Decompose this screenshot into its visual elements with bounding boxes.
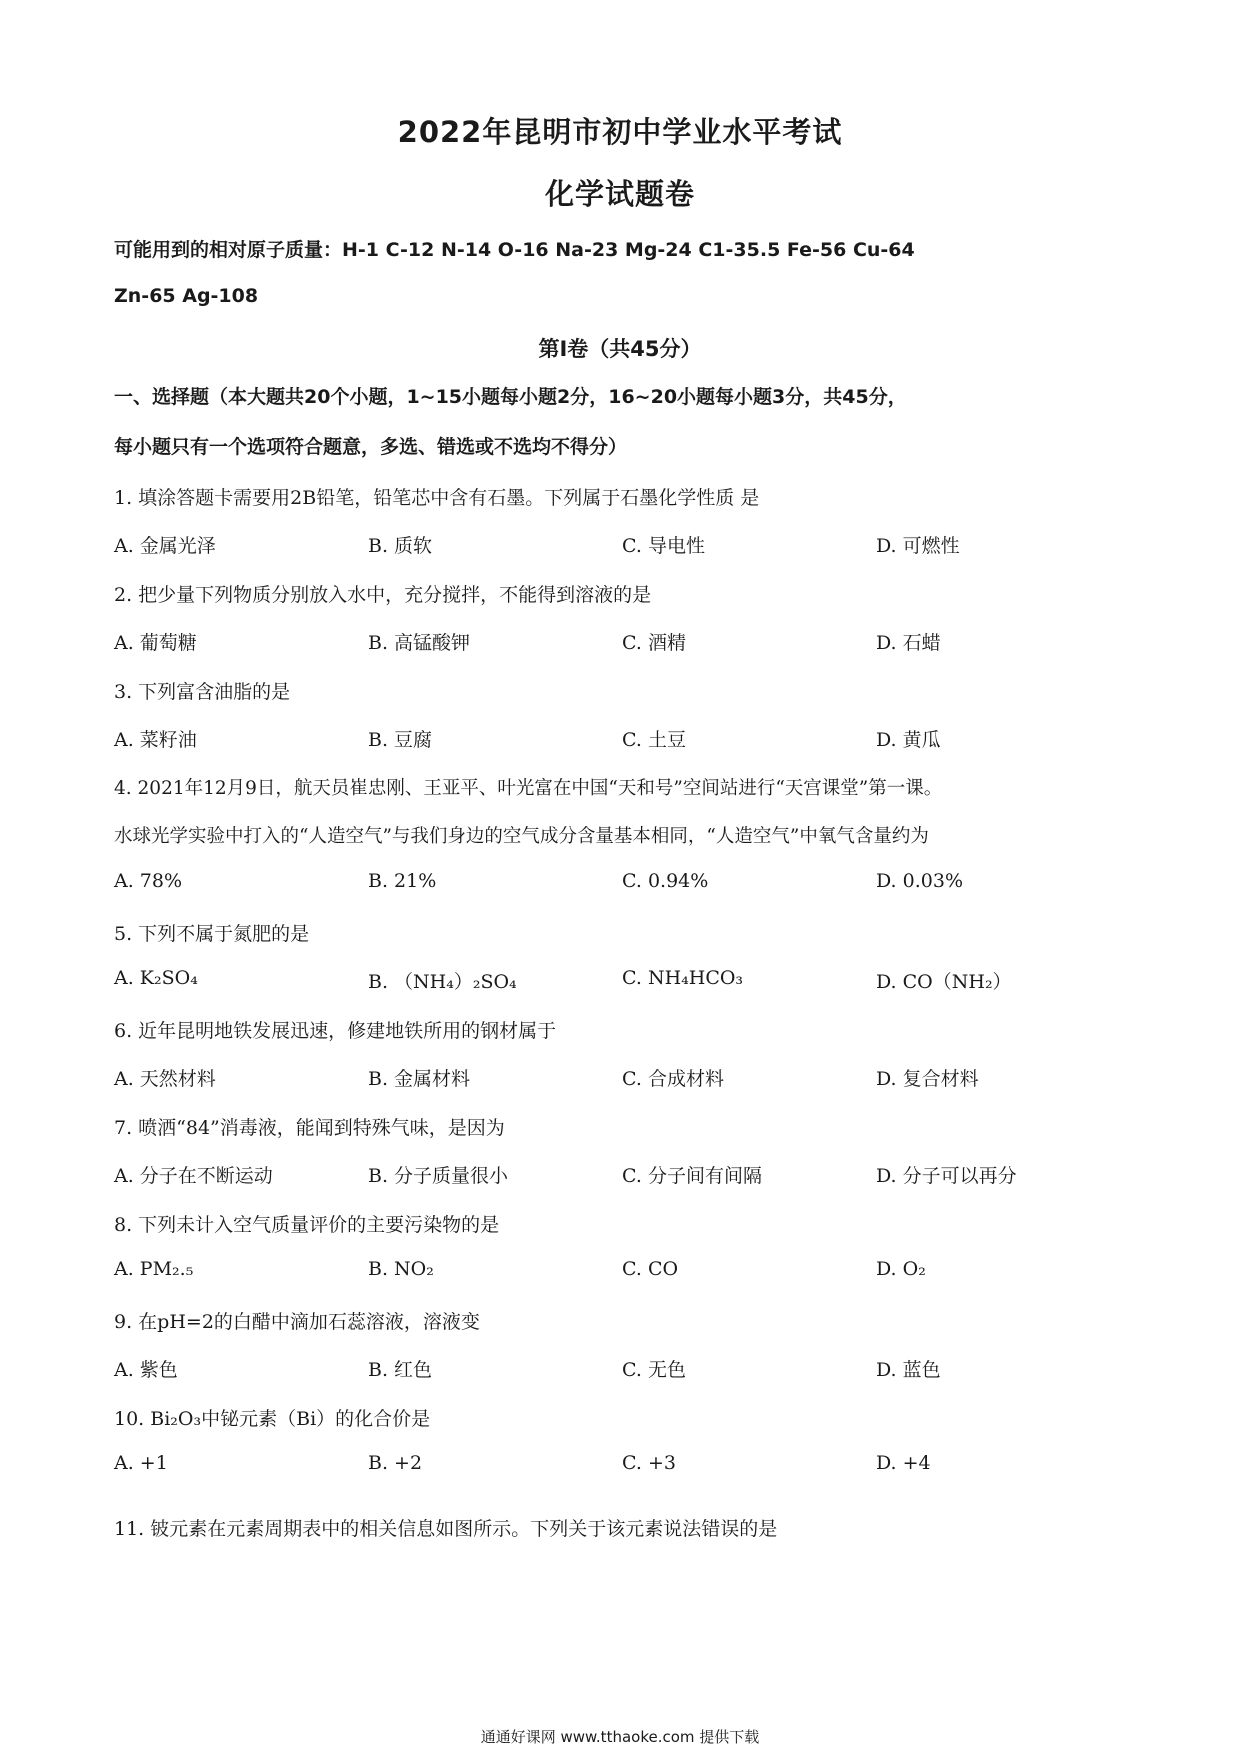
question-stem: 11. 铍元素在元素周期表中的相关信息如图所示。下列关于该元素说法错误的是 (114, 1518, 778, 1540)
question-stem: 1. 填涂答题卡需要用2B铅笔，铅笔芯中含有石墨。下列属于石墨化学性质 是 (114, 487, 760, 509)
option-a: A. 分子在不断运动 (114, 1165, 273, 1187)
question-stem: 9. 在pH=2的白醋中滴加石蕊溶液，溶液变 (114, 1311, 480, 1333)
option-b: B. 豆腐 (368, 729, 433, 751)
option-b: B. +2 (368, 1452, 423, 1474)
page-subtitle: 化学试题卷 (544, 177, 695, 211)
option-d: D. 复合材料 (876, 1068, 979, 1090)
option-d: D. 0.03% (876, 870, 963, 892)
option-b: B. NO₂ (368, 1258, 434, 1280)
question-stem: 3. 下列富含油脂的是 (114, 681, 291, 703)
section-instructions-1: 一、选择题（本大题共20个小题，1~15小题每小题2分，16~20小题每小题3分，共45分， (114, 386, 907, 408)
option-c: C. 酒精 (622, 632, 686, 654)
footer-text: 通通好课网 www.tthaoke.com 提供下载 (480, 1728, 760, 1746)
question-stem: 8. 下列未计入空气质量评价的主要污染物的是 (114, 1214, 500, 1236)
section-instructions-2: 每小题只有一个选项符合题意，多选、错选或不选均不得分） (114, 436, 628, 458)
option-c: C. 导电性 (622, 535, 705, 557)
question-stem: 2. 把少量下列物质分别放入水中，充分搅拌，不能得到溶液的是 (114, 584, 652, 606)
option-c: C. 合成材料 (622, 1068, 724, 1090)
option-c: C. 0.94% (622, 870, 709, 892)
option-a: A. +1 (114, 1452, 168, 1474)
atomic-mass-line (114, 235, 915, 262)
option-c: C. +3 (622, 1452, 676, 1474)
option-a: A. PM₂.₅ (114, 1258, 194, 1280)
question-stem: 7. 喷洒“84”消毒液，能闻到特殊气味，是因为 (114, 1117, 505, 1139)
option-a: A. 天然材料 (114, 1068, 216, 1090)
question-stem: 10. Bi₂O₃中铋元素（Bi）的化合价是 (114, 1408, 431, 1430)
volume-heading: 第Ⅰ卷（共45分） (538, 337, 702, 361)
atomic-mass-values-2: Zn-65 Ag-108 (114, 285, 259, 307)
question-stem: 5. 下列不属于氮肥的是 (114, 923, 310, 945)
option-a: A. K₂SO₄ (114, 967, 198, 989)
option-c: C. 土豆 (622, 729, 686, 751)
option-b: B. 红色 (368, 1359, 433, 1381)
option-c: C. 无色 (622, 1359, 686, 1381)
option-d: D. O₂ (876, 1258, 926, 1280)
option-b: B. 分子质量很小 (368, 1165, 509, 1187)
option-d: D. 黄瓜 (876, 729, 941, 751)
option-c: C. NH₄HCO₃ (622, 967, 744, 989)
option-a: A. 78% (114, 870, 183, 892)
option-b: B. 高锰酸钾 (368, 632, 471, 654)
option-a: A. 菜籽油 (114, 729, 197, 751)
atomic-mass-label: 可能用到的相对原子质量： (114, 239, 343, 261)
question-stem-continued: 水球光学实验中打入的“人造空气”与我们身边的空气成分含量基本相同，“人造空气”中氧气含量约为 (114, 826, 929, 847)
question-stem: 4. 2021年12月9日，航天员崔忠刚、王亚平、叶光富在中国“天和号”空间站进行“天宫课堂”第一课。 (114, 778, 943, 799)
option-b: B. （NH₄）₂SO₄ (368, 971, 517, 993)
page-title: 2022年昆明市初中学业水平考试 (397, 115, 843, 149)
option-b: B. 金属材料 (368, 1068, 471, 1090)
option-c: C. CO (622, 1258, 679, 1280)
option-d: D. 石蜡 (876, 632, 941, 654)
option-a: A. 紫色 (114, 1359, 178, 1381)
option-d: D. 蓝色 (876, 1359, 941, 1381)
option-a: A. 葡萄糖 (114, 632, 197, 654)
atomic-mass-values-1: H-1 C-12 N-14 O-16 Na-23 Mg-24 C1-35.5 Fe-56 Cu-64 (342, 239, 915, 261)
option-b: B. 21% (368, 870, 437, 892)
option-a: A. 金属光泽 (114, 535, 216, 557)
option-b: B. 质软 (368, 535, 433, 557)
question-stem: 6. 近年昆明地铁发展迅速，修建地铁所用的钢材属于 (114, 1020, 557, 1042)
option-c: C. 分子间有间隔 (622, 1165, 762, 1187)
option-d: D. 可燃性 (876, 535, 960, 557)
option-d: D. CO（NH₂） (876, 971, 1012, 993)
option-d: D. +4 (876, 1452, 931, 1474)
option-d: D. 分子可以再分 (876, 1165, 1017, 1187)
